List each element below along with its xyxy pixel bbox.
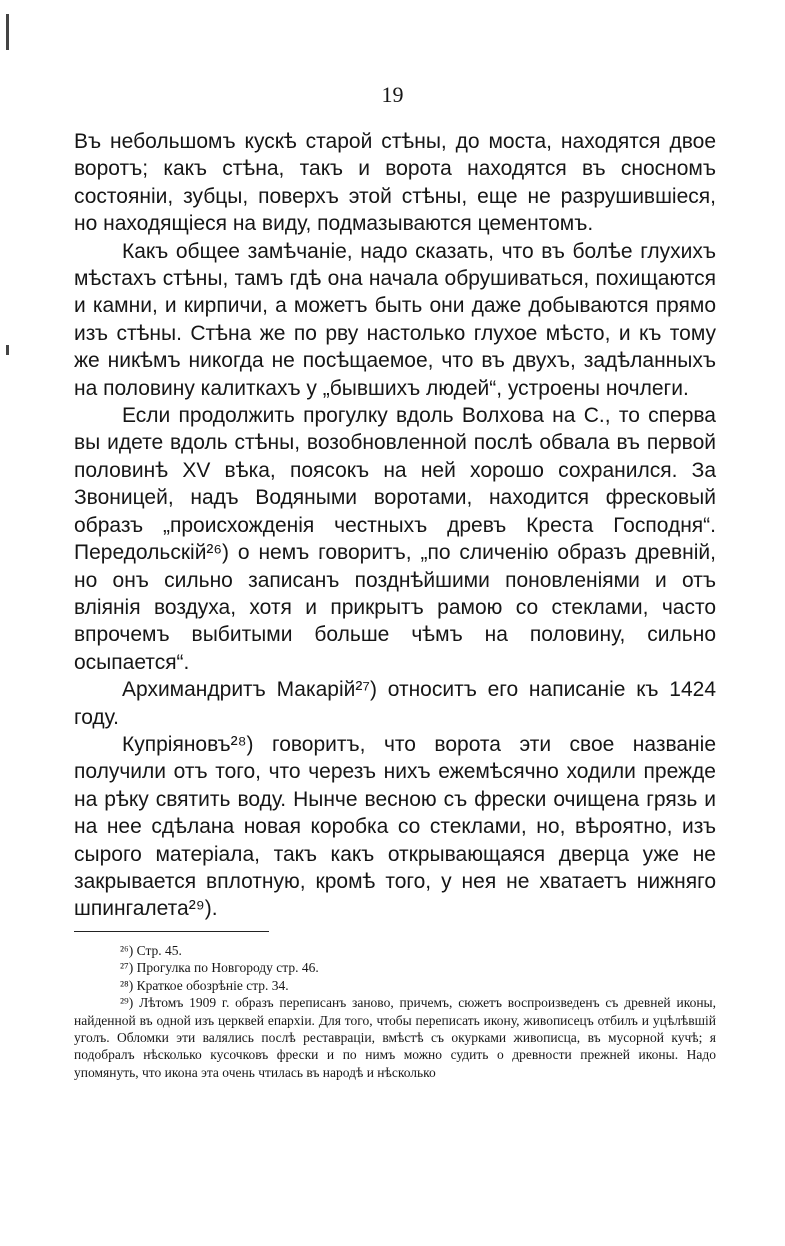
scan-edge-mark: [6, 14, 9, 50]
paragraph: Если продолжить прогулку вдоль Волхова на С., то сперва вы идете вдоль стѣны, возобновленной послѣ обвала въ первой половинѣ XV вѣка, поясокъ на ней хорошо сохранился. За Звоницей, надъ Водяными воротами, находится фресковый образъ „происхожденiя честныхъ древъ Креста Господня“. Передольскiй²⁶) о немъ говоритъ, „по сличенiю образъ древнiй, но онъ сильно записанъ позднѣйшими поновленiями и отъ влiянiя воздуха, хотя и прикрытъ рамою со стеклами, часто впрочемъ выбитыми больше чѣмъ на половину, сильно осыпается“.: [74, 404, 716, 674]
footnote: ²⁶) Стр. 45.: [120, 943, 182, 958]
paragraph: Въ небольшомъ кускѣ старой стѣны, до моста, находятся двое воротъ; какъ стѣна, такъ и ворота находятся въ сносномъ состоянiи, зубцы, поверхъ этой стѣны, еще не разрушившiеся, но находящiеся на виду, подмазываются цементомъ.: [74, 130, 716, 236]
footnote: ²⁹) Лѣтомъ 1909 г. образъ переписанъ заново, причемъ, сюжетъ воспроизведенъ съ древней иконы, найденной въ одной изъ церквей епархiи. Для того, чтобы переписать икону, живописецъ отбилъ и уцѣлѣвшiй уголъ. Обломки эти валялись послѣ реставрацiи, вмѣстѣ съ окурками живописца, въ мусорной кучѣ; я подобралъ нѣсколько кусочковъ фрески и по нимъ можно судить о древности прежней иконы. Надо упомянуть, что икона эта очень чтилась въ народѣ и нѣсколько: [74, 995, 716, 1080]
paragraph: Купрiяновъ²⁸) говоритъ, что ворота эти свое названiе получили отъ того, что черезъ нихъ ежемѣсячно ходили прежде на рѣку святить воду. Нынче весною съ фрески очищена грязь и на нее сдѣлана новая коробка со стеклами, но, вѣроятно, изъ сырого матерiала, такъ какъ открывающаяся дверца уже не закрывается вплотную, кромѣ того, у нея не хватаетъ нижняго шпингалета²⁹).: [74, 732, 716, 921]
footnote: ²⁷) Прогулка по Новгороду стр. 46.: [120, 960, 319, 976]
paragraph: Архимандритъ Макарiй²⁷) относитъ его написанiе къ 1424 году.: [74, 678, 716, 729]
footnote: ²⁸) Краткое обозрѣнiе стр. 34.: [120, 977, 289, 993]
main-text: [74, 128, 716, 923]
scan-edge-mark: [6, 345, 9, 355]
footnote-divider: [74, 931, 269, 932]
page-number: 19: [381, 82, 404, 107]
paragraph: Какъ общее замѣчанiе, надо сказать, что въ болѣе глухихъ мѣстахъ стѣны, тамъ гдѣ она начала обрушиваться, похищаются и камни, и кирпичи, а можетъ быть они даже добываются прямо изъ стѣны. Стѣна же по рву настолько глухое мѣсто, и къ тому же никѣмъ никогда не посѣщаемое, что въ двухъ, задѣланныхъ на половину калиткахъ у „бывшихъ людей“, устроены ночлеги.: [74, 239, 716, 400]
footnotes: [74, 942, 716, 1081]
